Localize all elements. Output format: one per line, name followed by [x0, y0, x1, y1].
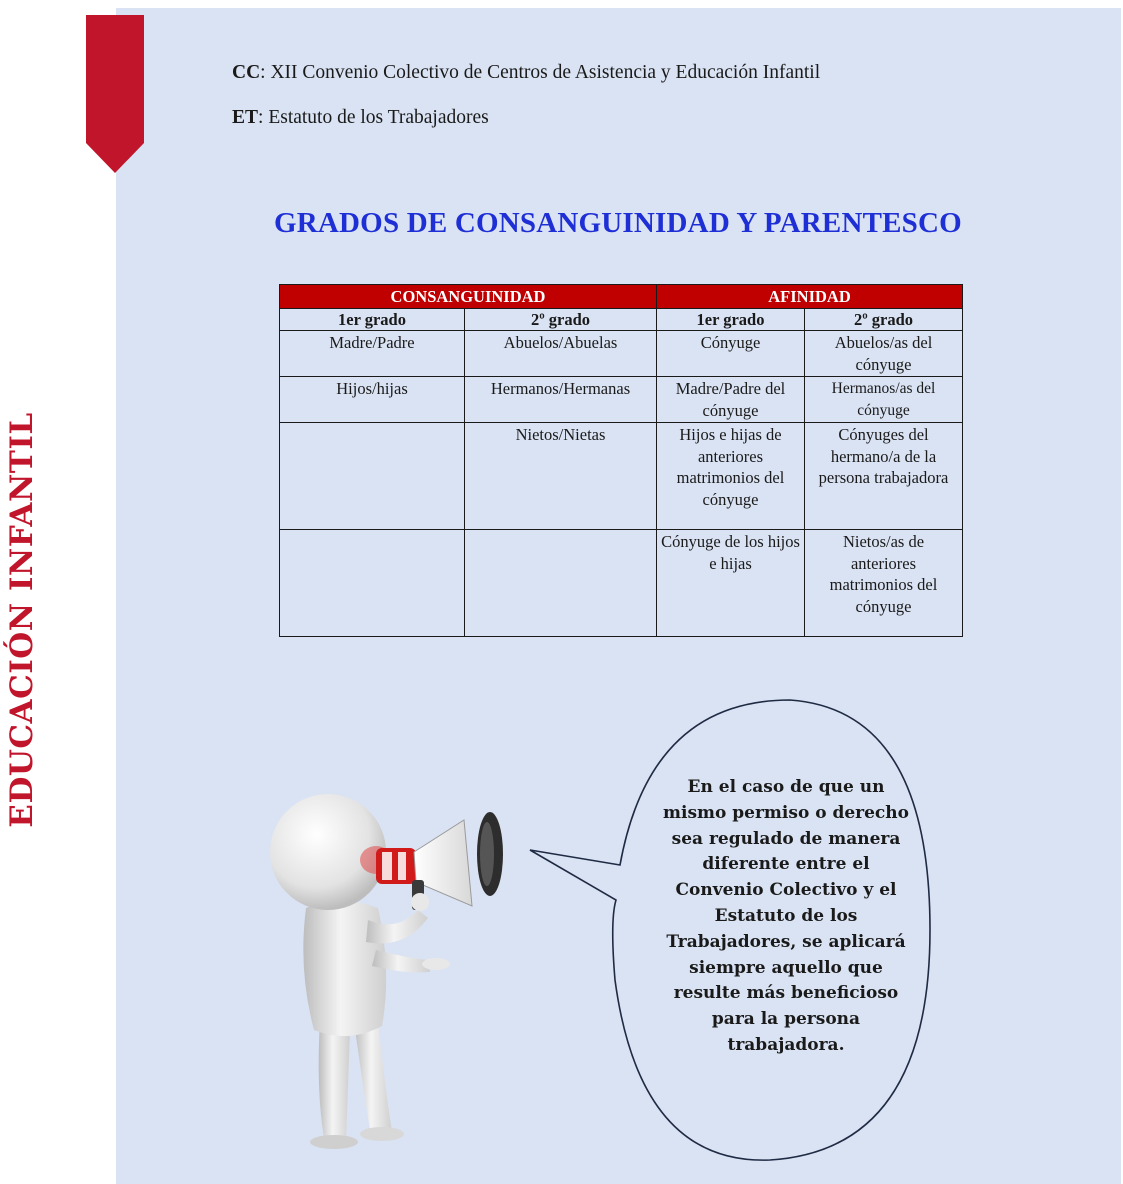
table-group-header-row — [280, 285, 963, 309]
table-cell: Abuelos/Abuelas — [465, 331, 657, 377]
table-row — [280, 331, 963, 377]
table-cell: Hermanos/as del cónyuge — [805, 377, 963, 423]
table-cell: Abuelos/as del cónyuge — [805, 331, 963, 377]
column-header: 1er grado — [657, 309, 805, 331]
column-header: 2º grado — [805, 309, 963, 331]
table-row — [280, 530, 963, 637]
group-header-consanguinidad: CONSANGUINIDAD — [280, 285, 657, 309]
table-cell: Nietos/as de anteriores matrimonios del cónyuge — [805, 530, 963, 637]
page-title: GRADOS DE CONSANGUINIDAD Y PARENTESCO — [274, 207, 962, 239]
column-header: 2º grado — [465, 309, 657, 331]
table-cell: Hijos/hijas — [280, 377, 465, 423]
group-header-afinidad: AFINIDAD — [657, 285, 963, 309]
table-cell: Cónyuges del hermano/a de la persona trabajadora — [805, 423, 963, 530]
callout-text: En el caso de que un mismo permiso o derecho sea regulado de manera diferente entre el Convenio Colectivo y el Estatuto de los Trabajadores, se aplicará siempre aquello que resulte más beneficioso para la persona trabajadora. — [663, 777, 909, 1055]
table-cell — [280, 423, 465, 530]
abbreviation-cc: CC: XII Convenio Colectivo de Centros de Asistencia y Educación Infantil — [232, 62, 821, 83]
table-cell: Cónyuge — [657, 331, 805, 377]
table-cell — [465, 530, 657, 637]
table-subheader-row — [280, 309, 963, 331]
table-cell: Madre/Padre — [280, 331, 465, 377]
table-cell: Hermanos/Hermanas — [465, 377, 657, 423]
abbreviation-et: ET: Estatuto de los Trabajadores — [232, 107, 489, 128]
table-cell: Hijos e hijas de anteriores matrimonios del cónyuge — [657, 423, 805, 530]
column-header: 1er grado — [280, 309, 465, 331]
kinship-degrees-table — [279, 284, 963, 637]
megaphone-figure-illustration — [258, 790, 518, 1150]
table-row — [280, 377, 963, 423]
table-row — [280, 423, 963, 530]
table-cell: Nietos/Nietas — [465, 423, 657, 530]
bookmark-ribbon-icon — [84, 15, 146, 173]
table-cell — [280, 530, 465, 637]
table-cell: Madre/Padre del cónyuge — [657, 377, 805, 423]
table-cell: Cónyuge de los hijos e hijas — [657, 530, 805, 637]
